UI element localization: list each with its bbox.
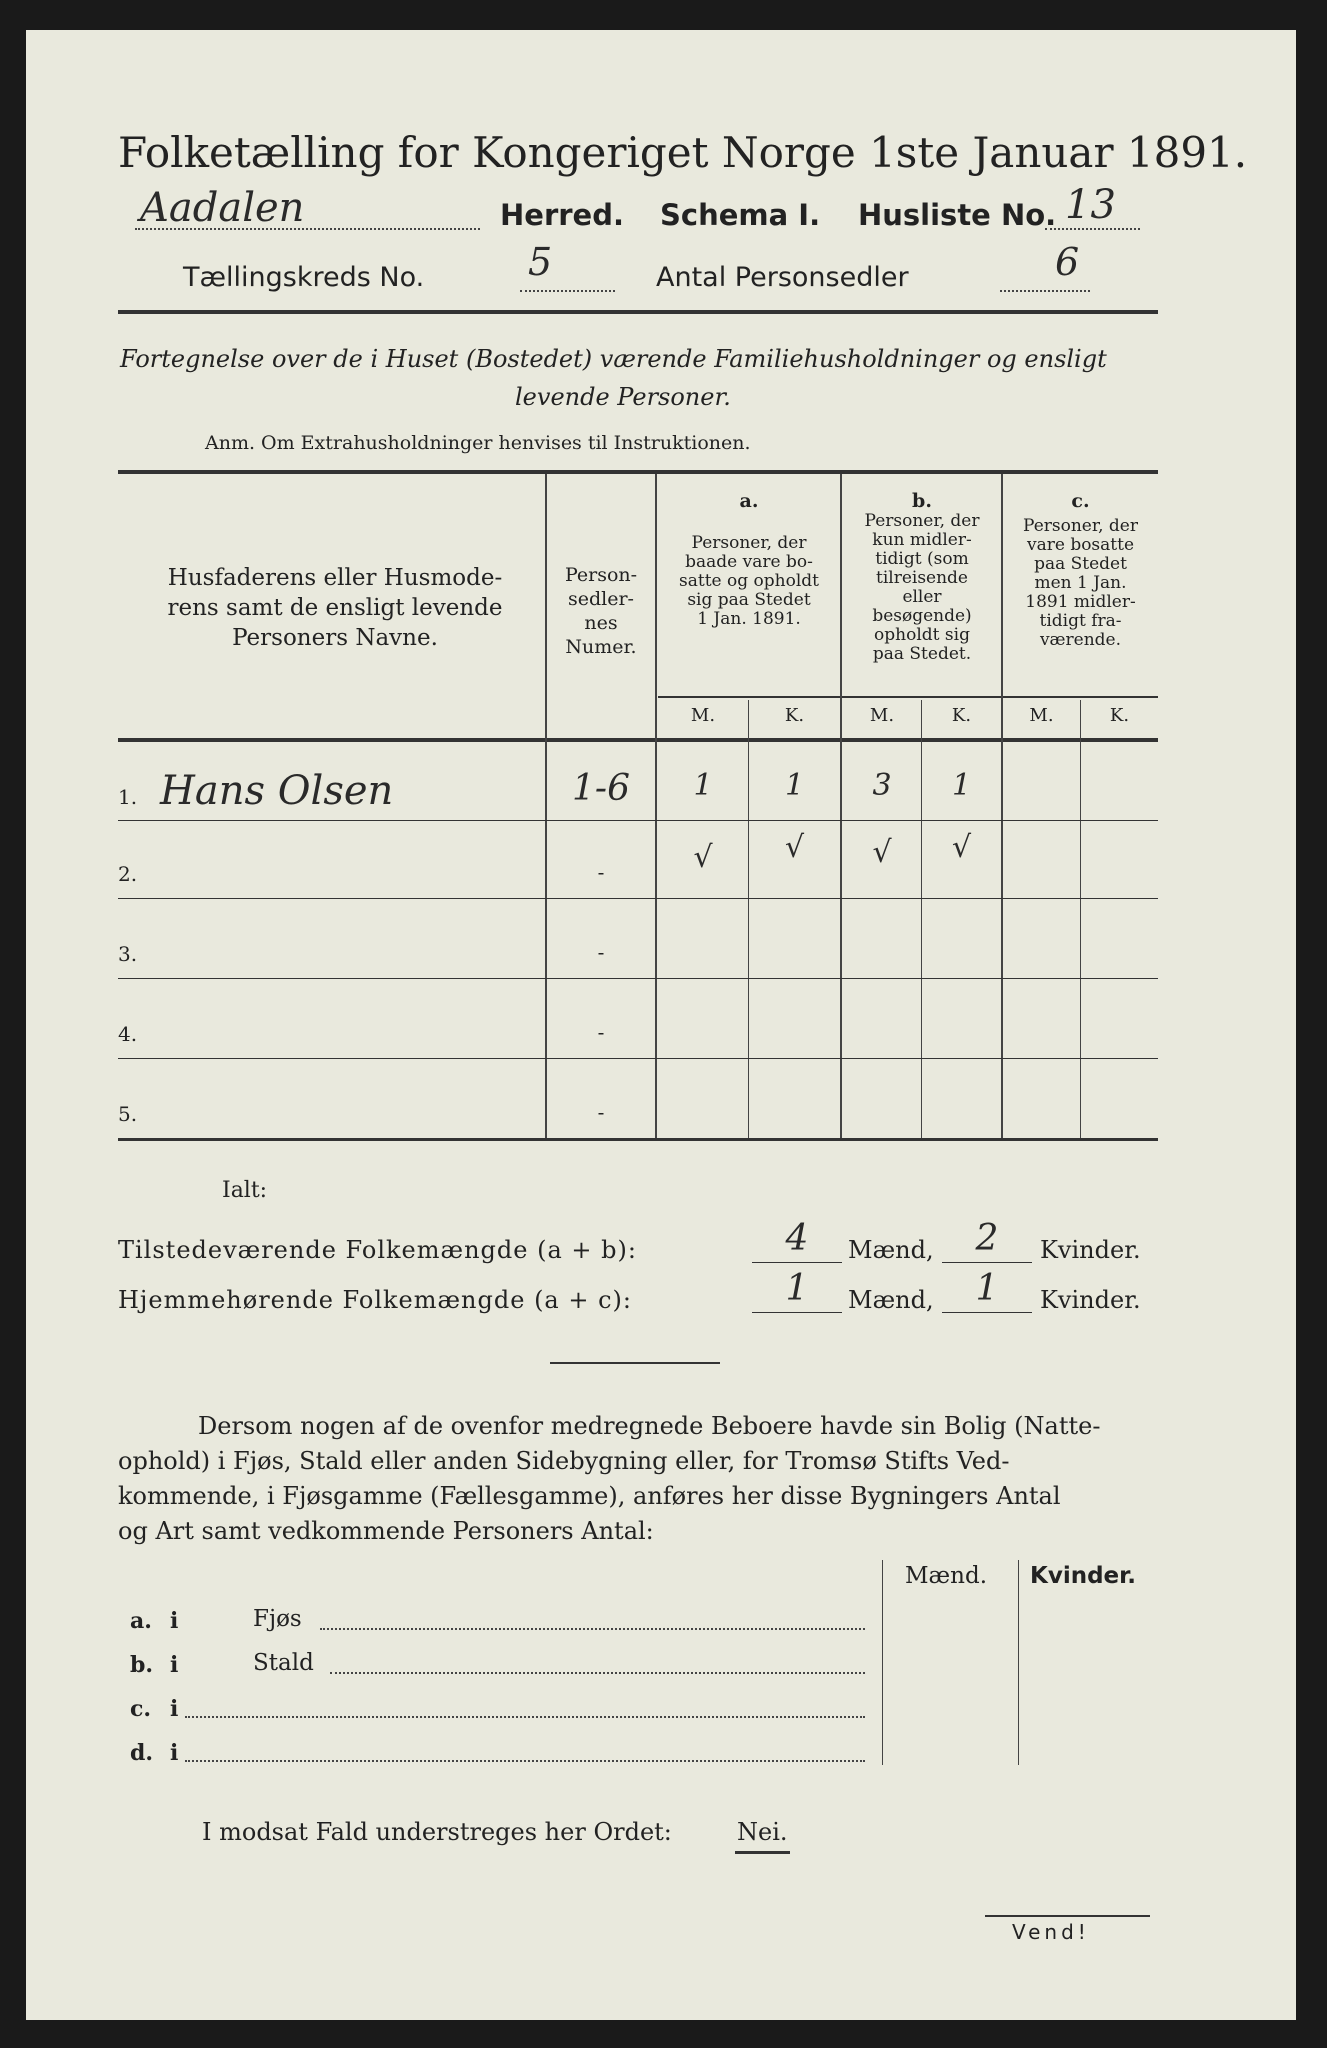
building-a-label: Fjøs — [253, 1606, 302, 1632]
row1-b-m: 3 — [872, 768, 892, 803]
row4-number: 4. — [118, 1022, 138, 1046]
col-c-l6: tidigt fra- — [1039, 611, 1122, 631]
col-c-header — [1003, 490, 1158, 650]
buildings-para-l4: og Art samt vedkommende Personers Antal: — [118, 1517, 654, 1545]
hjemme-k-value: 1 — [975, 1268, 999, 1309]
building-b-label: Stald — [253, 1650, 314, 1676]
col-sep-name — [545, 474, 547, 1138]
col-c-l4: men 1 Jan. — [1034, 573, 1127, 593]
nei-word: Nei. — [737, 1818, 788, 1846]
building-c-letter: c. — [130, 1696, 152, 1722]
a-m-label: M. — [690, 705, 716, 726]
col-num-l3: nes — [584, 612, 618, 634]
nei-underline — [735, 1851, 790, 1854]
col-name-header — [130, 563, 540, 653]
buildings-para-l3: kommende, i Fjøsgamme (Fællesgamme), anføres her disse Bygningers Antal — [118, 1482, 1061, 1510]
table-bottom-rule — [118, 1138, 1158, 1141]
row2-num: - — [597, 860, 605, 884]
row1-a-k: 1 — [784, 768, 805, 803]
check-mark-b-m: √ — [872, 835, 892, 870]
census-form-page — [26, 30, 1296, 2020]
modsat-text: I modsat Fald understreges her Ordet: — [202, 1818, 672, 1846]
col-b-l8: paa Stedet. — [872, 644, 972, 664]
col-c-l1: Personer, der — [1023, 516, 1138, 536]
hjemme-kvinder: Kvinder. — [1040, 1286, 1141, 1314]
husliste-label: Husliste No. — [858, 198, 1057, 232]
col-sep-cm — [1080, 700, 1081, 1138]
col-b-l5: eller — [902, 587, 942, 607]
buildings-para-l2: ophold) i Fjøs, Stald eller anden Sidebygning eller, for Tromsø Stifts Ved- — [118, 1447, 1010, 1475]
row3-num: - — [597, 940, 605, 964]
col-sep-bm — [921, 700, 922, 1138]
col-num-l4: Numer. — [565, 636, 637, 658]
tilstede-k-value: 2 — [975, 1218, 999, 1259]
section-divider — [550, 1362, 720, 1364]
col-b-l1: Personer, der — [864, 511, 980, 531]
building-d-i: i — [170, 1740, 179, 1766]
col-a-l4: sig paa Stedet — [687, 590, 811, 610]
building-b-i: i — [170, 1652, 179, 1678]
row2-number: 2. — [118, 862, 138, 886]
building-c-dots — [185, 1716, 865, 1718]
col-b-l2: kun midler- — [872, 530, 972, 550]
col-c-l7: værende. — [1039, 630, 1122, 650]
antal-value: 6 — [1055, 240, 1080, 284]
husliste-dots — [1045, 228, 1140, 230]
building-b-dots — [330, 1672, 865, 1674]
intro-line2: levende Personer. — [515, 383, 731, 411]
col-b-header — [843, 490, 1001, 664]
row2-rule — [118, 898, 1158, 899]
col-b-l7: opholdt sig — [874, 625, 970, 645]
col-sep-num — [655, 474, 657, 1138]
vend-rule — [985, 1915, 1150, 1917]
building-b-letter: b. — [130, 1652, 154, 1678]
mk-header-rule — [658, 696, 1158, 698]
buildings-col-maend: Mænd. — [905, 1563, 988, 1589]
col-name-l1: Husfaderens eller Husmode- — [167, 565, 503, 591]
col-c-l3: paa Stedet — [1034, 554, 1127, 574]
herred-dots — [135, 228, 480, 230]
col-name-l3: Personers Navne. — [232, 625, 438, 651]
a-k-label: K. — [784, 705, 805, 726]
tilstede-k-line — [942, 1262, 1032, 1263]
antal-dots — [1000, 290, 1090, 292]
row1-name: Hans Olsen — [160, 768, 394, 814]
hjemme-m-line — [752, 1312, 842, 1313]
check-mark-a-m: √ — [693, 840, 713, 875]
row3-rule — [118, 978, 1158, 979]
hjemme-label: Hjemmehørende Folkemængde (a + c): — [118, 1286, 632, 1314]
antal-label: Antal Personsedler — [656, 262, 909, 293]
schema-label: Schema I. — [660, 198, 821, 232]
b-k-label: K. — [951, 705, 972, 726]
buildings-sep-1 — [882, 1560, 883, 1765]
row5-number: 5. — [118, 1102, 138, 1126]
building-a-letter: a. — [130, 1608, 152, 1634]
herred-value: Aadalen — [140, 185, 305, 231]
building-c-i: i — [170, 1696, 179, 1722]
col-num-header — [548, 563, 654, 659]
herred-label: Herred. — [500, 198, 624, 232]
hjemme-maend: Mænd, — [848, 1286, 934, 1314]
husliste-value: 13 — [1065, 182, 1116, 228]
building-d-dots — [185, 1760, 865, 1762]
col-num-l1: Person- — [564, 564, 638, 586]
row3-number: 3. — [118, 942, 138, 966]
kreds-dots — [520, 290, 615, 292]
col-a-l3: satte og opholdt — [679, 571, 819, 591]
tilstede-m-line — [752, 1262, 842, 1263]
row1-a-m: 1 — [693, 768, 713, 803]
ialt-label: Ialt: — [222, 1178, 268, 1203]
building-d-letter: d. — [130, 1740, 154, 1766]
col-a-l5: 1 Jan. 1891. — [697, 609, 801, 629]
row1-rule — [118, 820, 1158, 821]
hjemme-k-line — [942, 1312, 1032, 1313]
check-mark-a-k: √ — [784, 830, 805, 865]
row5-num: - — [597, 1100, 605, 1124]
col-name-l2: rens samt de ensligt levende — [167, 595, 503, 621]
tilstede-kvinder: Kvinder. — [1040, 1236, 1141, 1264]
c-m-label: M. — [1029, 705, 1054, 726]
col-c-l5: 1891 midler- — [1025, 592, 1136, 612]
building-a-dots — [320, 1628, 865, 1630]
col-c-letter: c. — [1071, 490, 1090, 512]
col-a-l1: Personer, der — [691, 533, 807, 553]
col-a-l2: baade vare bo- — [685, 552, 813, 572]
col-c-l2: vare bosatte — [1026, 535, 1135, 555]
col-b-l4: tilreisende — [875, 568, 968, 588]
tilstede-label: Tilstedeværende Folkemængde (a + b): — [118, 1236, 637, 1264]
intro-line1: Fortegnelse over de i Huset (Bostedet) værende Familiehusholdninger og ensligt — [120, 345, 1107, 373]
col-b-l3: tidigt (som — [875, 549, 969, 569]
header-rule — [118, 310, 1158, 314]
col-a-header — [658, 490, 840, 629]
row1-num: 1-6 — [572, 768, 630, 809]
anm-note: Anm. Om Extrahusholdninger henvises til Instruktionen. — [205, 432, 751, 454]
col-b-l6: besøgende) — [872, 606, 972, 626]
hjemme-m-value: 1 — [785, 1268, 809, 1309]
check-mark-b-k: √ — [951, 830, 972, 865]
row4-rule — [118, 1058, 1158, 1059]
col-sep-a — [840, 474, 842, 1138]
buildings-para-l1: Dersom nogen af de ovenfor medregnede Beboere havde sin Bolig (Natte- — [198, 1412, 1101, 1440]
row4-num: - — [597, 1020, 605, 1044]
col-a-letter: a. — [739, 490, 759, 512]
building-a-i: i — [170, 1608, 179, 1634]
row1-b-k: 1 — [951, 768, 972, 803]
tilstede-maend: Mænd, — [848, 1236, 934, 1264]
c-k-label: K. — [1109, 705, 1130, 726]
tilstede-m-value: 4 — [785, 1218, 809, 1259]
buildings-col-kvinder: Kvinder. — [1030, 1563, 1136, 1589]
buildings-sep-2 — [1018, 1560, 1019, 1765]
form-title: Folketælling for Kongeriget Norge 1ste Januar 1891. — [118, 128, 1248, 177]
kreds-value: 5 — [528, 240, 553, 284]
kreds-label: Tællingskreds No. — [183, 262, 425, 293]
b-m-label: M. — [869, 705, 895, 726]
col-num-l2: sedler- — [568, 588, 634, 610]
col-b-letter: b. — [912, 490, 932, 512]
row1-number: 1. — [118, 785, 138, 809]
col-sep-am — [748, 700, 749, 1138]
vend-label: Vend! — [1012, 1920, 1090, 1944]
